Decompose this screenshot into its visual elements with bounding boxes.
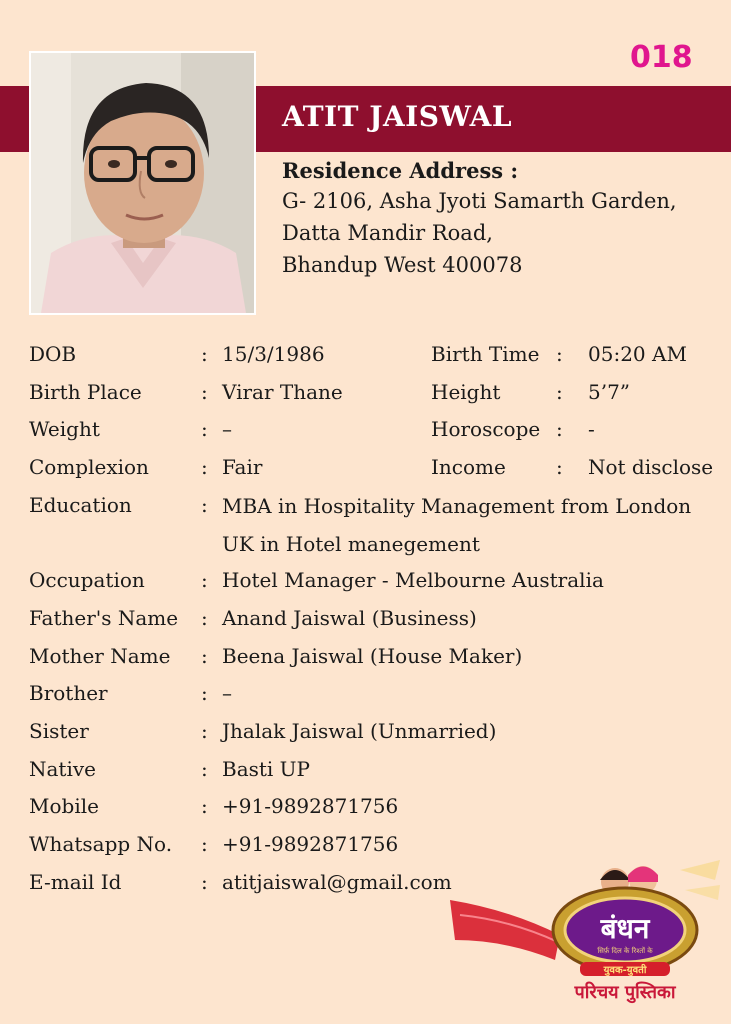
occupation-label: Occupation bbox=[29, 568, 145, 593]
colon: : bbox=[201, 756, 208, 781]
colon: : bbox=[201, 605, 208, 630]
colon: : bbox=[201, 568, 208, 593]
income-label: Income bbox=[431, 455, 506, 480]
colon: : bbox=[201, 342, 208, 366]
education-value: MBA in Hospitality Management from London UK in Hotel manegement bbox=[222, 493, 692, 556]
weight-label: Weight bbox=[29, 417, 100, 442]
colon: : bbox=[201, 869, 208, 894]
bandhan-logo bbox=[450, 860, 720, 1010]
detail-row-mobile bbox=[29, 790, 719, 828]
address-heading: Residence Address : bbox=[282, 158, 519, 183]
birth-time-label: Birth Time bbox=[431, 342, 540, 366]
detail-row-native bbox=[29, 753, 719, 791]
colon: : bbox=[556, 379, 563, 404]
weight-value: – bbox=[222, 417, 232, 442]
colon: : bbox=[201, 492, 208, 517]
detail-row-complexion bbox=[29, 451, 719, 489]
colon: : bbox=[201, 643, 208, 668]
colon: : bbox=[201, 832, 208, 857]
detail-row-education bbox=[29, 489, 719, 565]
email-label: E-mail Id bbox=[29, 869, 122, 894]
logo-main-text: बंधन bbox=[600, 912, 650, 945]
education-label: Education bbox=[29, 492, 132, 517]
mother-label: Mother Name bbox=[29, 643, 171, 668]
native-value: Basti UP bbox=[222, 756, 310, 781]
horoscope-value: - bbox=[588, 417, 595, 442]
colon: : bbox=[201, 455, 208, 480]
mother-value: Beena Jaiswal (House Maker) bbox=[222, 643, 523, 668]
income-value: Not disclose bbox=[588, 455, 714, 480]
residence-address bbox=[282, 158, 677, 281]
colon: : bbox=[556, 342, 563, 366]
colon: : bbox=[556, 455, 563, 480]
mobile-label: Mobile bbox=[29, 794, 99, 819]
detail-row-father bbox=[29, 602, 719, 640]
father-value: Anand Jaiswal (Business) bbox=[222, 605, 477, 630]
native-label: Native bbox=[29, 756, 96, 781]
colon: : bbox=[201, 379, 208, 404]
logo-bottom-text: परिचय पुस्तिका bbox=[574, 982, 676, 1003]
address-line: Datta Mandir Road, bbox=[282, 221, 493, 245]
mobile-value: +91-9892871756 bbox=[222, 794, 399, 819]
profile-photo bbox=[29, 51, 256, 315]
occupation-value: Hotel Manager - Melbourne Australia bbox=[222, 568, 604, 593]
sister-label: Sister bbox=[29, 719, 89, 743]
father-label: Father's Name bbox=[29, 605, 179, 630]
detail-row-sister bbox=[29, 715, 719, 753]
birth-place-value: Virar Thane bbox=[222, 379, 343, 404]
email-value: atitjaiswal@gmail.com bbox=[222, 869, 452, 894]
detail-row-mother bbox=[29, 640, 719, 678]
height-label: Height bbox=[431, 379, 501, 404]
birth-place-label: Birth Place bbox=[29, 379, 142, 404]
birth-time-value: 05:20 AM bbox=[588, 342, 687, 366]
colon: : bbox=[556, 417, 563, 442]
logo-tagline: सिर्फ़ दिल के रिश्तों के bbox=[597, 947, 653, 955]
horoscope-label: Horoscope bbox=[431, 417, 541, 442]
sister-value: Jhalak Jaiswal (Unmarried) bbox=[222, 719, 497, 743]
profile-details bbox=[29, 338, 719, 903]
whatsapp-label: Whatsapp No. bbox=[29, 832, 173, 857]
complexion-label: Complexion bbox=[29, 455, 149, 480]
page-number: 018 bbox=[630, 40, 693, 75]
detail-row-birth-place bbox=[29, 376, 719, 414]
complexion-value: Fair bbox=[222, 455, 263, 480]
colon: : bbox=[201, 681, 208, 706]
whatsapp-value: +91-9892871756 bbox=[222, 832, 399, 857]
dob-label: DOB bbox=[29, 342, 77, 366]
detail-row-occupation bbox=[29, 564, 719, 602]
detail-row-weight bbox=[29, 413, 719, 451]
address-line: G- 2106, Asha Jyoti Samarth Garden, bbox=[282, 189, 677, 213]
candidate-name: ATIT JAISWAL bbox=[282, 100, 513, 133]
logo-sub-text: युवक-युवती bbox=[603, 965, 647, 976]
height-value: 5’7” bbox=[588, 379, 631, 404]
colon: : bbox=[201, 417, 208, 442]
colon: : bbox=[201, 719, 208, 743]
brother-value: – bbox=[222, 681, 232, 706]
colon: : bbox=[201, 794, 208, 819]
detail-row-dob bbox=[29, 338, 719, 376]
detail-row-brother bbox=[29, 677, 719, 715]
dob-value: 15/3/1986 bbox=[222, 342, 325, 366]
address-line: Bhandup West 400078 bbox=[282, 253, 523, 277]
brother-label: Brother bbox=[29, 681, 108, 706]
